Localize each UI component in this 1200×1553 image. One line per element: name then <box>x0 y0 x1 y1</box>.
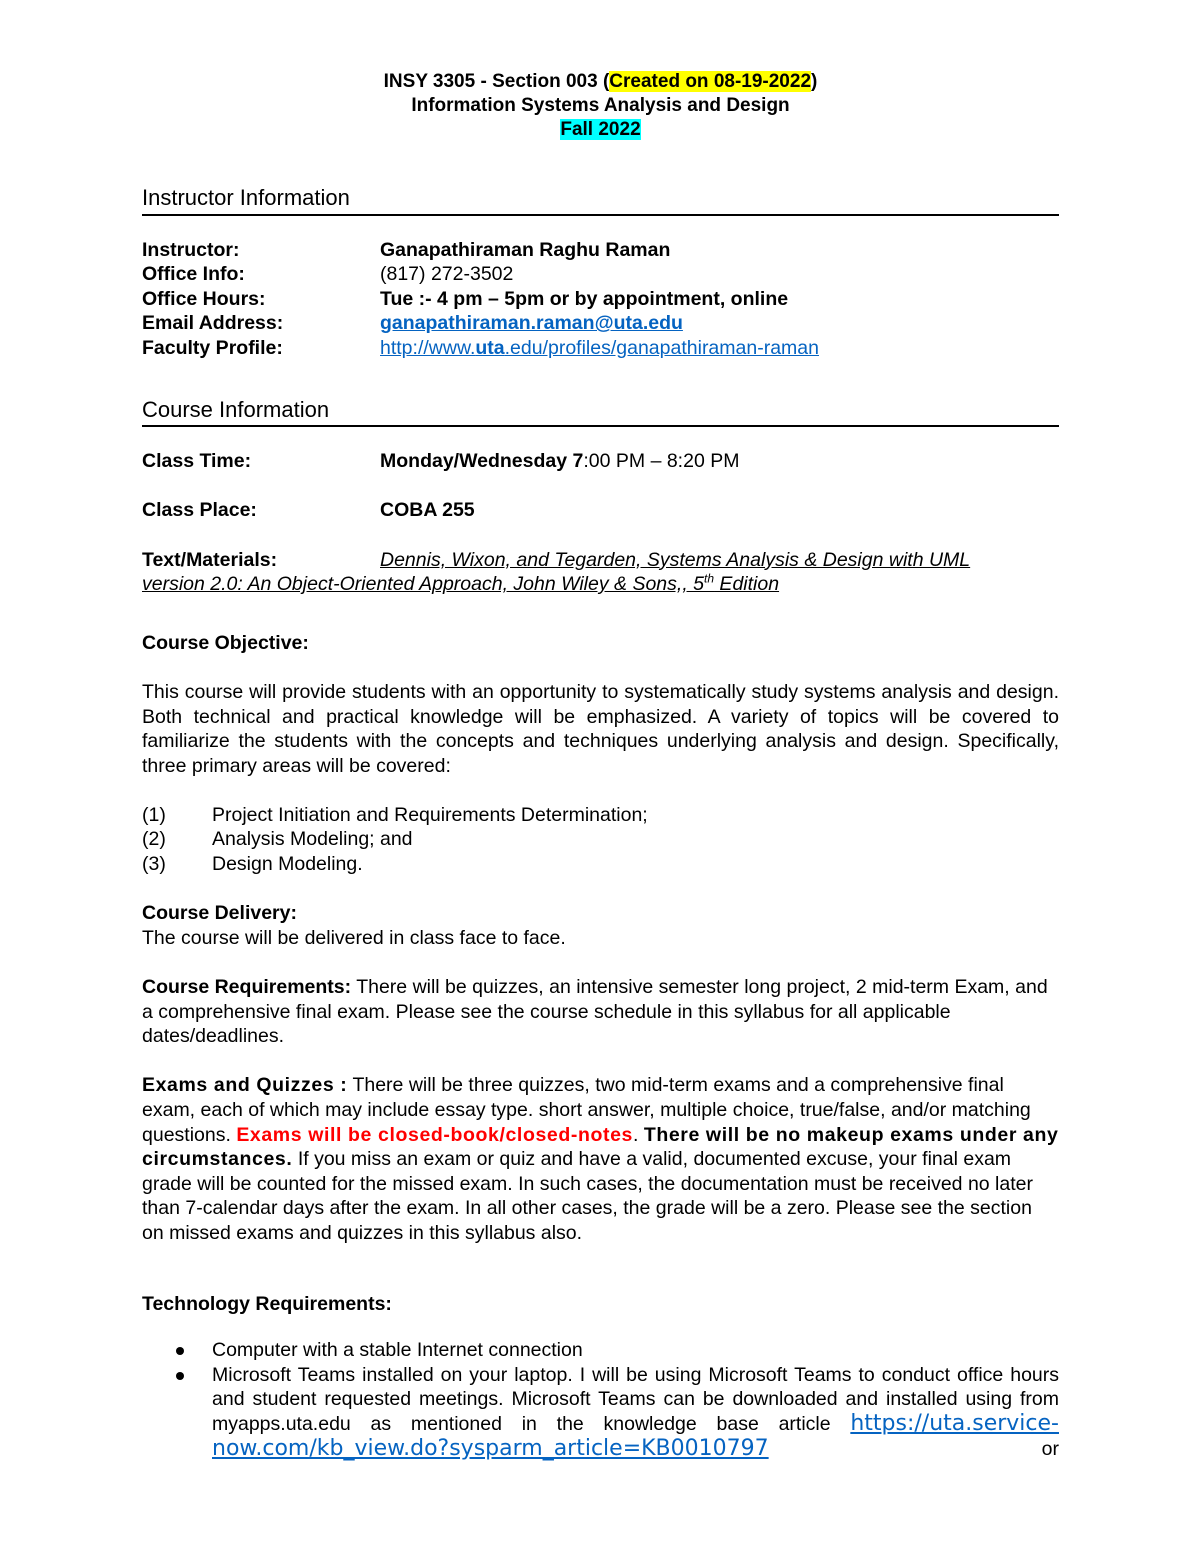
delivery-text: The course will be delivered in class face to face. <box>142 926 566 949</box>
list-item: (1) Project Initiation and Requirements Determination; <box>142 803 648 826</box>
office-phone: (817) 272-3502 <box>380 263 514 286</box>
instructor-section-heading: Instructor Information <box>142 186 1059 216</box>
list-item: (2) Analysis Modeling; and <box>142 828 413 851</box>
objective-paragraph: This course will provide students with an opportunity to systematically study systems analysis and design. Both technical and practical knowledge will be emphasized. A variety of topics will be covered to familiarize the students with the concepts and techniques underlying analysis and design. Specifically, three primary areas will be covered: <box>142 680 1059 777</box>
list-item: Microsoft Teams installed on your laptop. I will be using Microsoft Teams to conduct office hours and student requested meetings. Microsoft Teams can be downloaded and installed using from myapps.uta.edu as mentioned in the knowledge base article https://uta.service-now.com/kb_view.do?sysparm_article=KB0010797 or <box>212 1363 1059 1461</box>
class-place-value: COBA 255 <box>380 499 475 522</box>
instructor-label: Instructor: <box>142 238 240 261</box>
office-info-label: Office Info: <box>142 263 245 286</box>
textbook-line-1: Dennis, Wixon, and Tegarden, Systems Analysis & Design with UML <box>380 548 971 571</box>
list-item: Computer with a stable Internet connection <box>212 1338 1059 1363</box>
class-time-label: Class Time: <box>142 450 252 473</box>
course-subtitle: Information Systems Analysis and Design <box>411 95 790 116</box>
course-title: INSY 3305 - Section 003 (Created on 08-19-2022) <box>383 71 818 92</box>
class-place-label: Class Place: <box>142 499 257 522</box>
term-label: Fall 2022 <box>560 119 641 140</box>
text-materials-label: Text/Materials: <box>142 548 278 571</box>
email-label: Email Address: <box>142 312 284 335</box>
office-hours-value: Tue :- 4 pm – 5pm or by appointment, online <box>380 287 789 310</box>
objective-list <box>142 803 1059 877</box>
instructor-name: Ganapathiraman Raghu Raman <box>380 238 671 261</box>
textbook-line-2: version 2.0: An Object-Oriented Approach, John Wiley & Sons,, 5th Edition <box>142 571 780 596</box>
created-date-highlight: Created on 08-19-2022 <box>609 71 812 92</box>
objective-heading: Course Objective: <box>142 631 309 654</box>
delivery-heading: Course Delivery: <box>142 902 297 925</box>
faculty-profile-label: Faculty Profile: <box>142 336 283 359</box>
office-hours-label: Office Hours: <box>142 287 266 310</box>
instructor-info-table <box>142 238 1059 361</box>
course-info-table <box>142 449 1059 474</box>
requirements-paragraph: Course Requirements: There will be quizzes, an intensive semester long project, 2 mid-term Exam, and a comprehensive final exam. Please see the course schedule in this syllabus for all applicable dates/deadlines. <box>142 976 1048 1048</box>
closed-book-warning: Exams will be closed-book/closed-notes <box>236 1123 633 1146</box>
email-link[interactable]: ganapathiraman.raman@uta.edu <box>380 312 683 335</box>
course-section-heading: Course Information <box>142 398 1059 428</box>
faculty-profile-link[interactable]: http://www.uta.edu/profiles/ganapathiraman-raman <box>380 336 819 359</box>
no-makeup-notice: There will be no makeup exams under any circumstances. <box>142 1123 1059 1171</box>
technology-heading: Technology Requirements: <box>142 1292 392 1315</box>
requirements-heading: Course Requirements: <box>142 976 352 999</box>
exams-heading: Exams and Quizzes : <box>142 1074 348 1097</box>
syllabus-page <box>142 70 1059 1461</box>
kb-article-link[interactable]: https://uta.service-now.com/kb_view.do?sysparm_article=KB0010797 <box>212 1410 1059 1461</box>
technology-list <box>142 1338 1059 1461</box>
exams-paragraph: Exams and Quizzes : There will be three quizzes, two mid-term exams and a comprehensive final exam, each of which may include essay type. short answer, multiple choice, true/false, and/or matching questions. Exams will be closed-book/closed-notes. There will be no makeup exams under any circumstances. If you miss an exam or quiz and have a valid, documented excuse, your final exam grade will be counted for the missed exam. In such cases, the documentation must be received no later than 7-calendar days after the exam. In all other cases, the grade will be a zero. Please see the section on missed exams and quizzes in this syllabus also. <box>142 1074 1059 1244</box>
class-time-value: Monday/Wednesday 7:00 PM – 8:20 PM <box>380 450 740 473</box>
document-header <box>142 70 1059 142</box>
list-item: (3) Design Modeling. <box>142 853 363 876</box>
